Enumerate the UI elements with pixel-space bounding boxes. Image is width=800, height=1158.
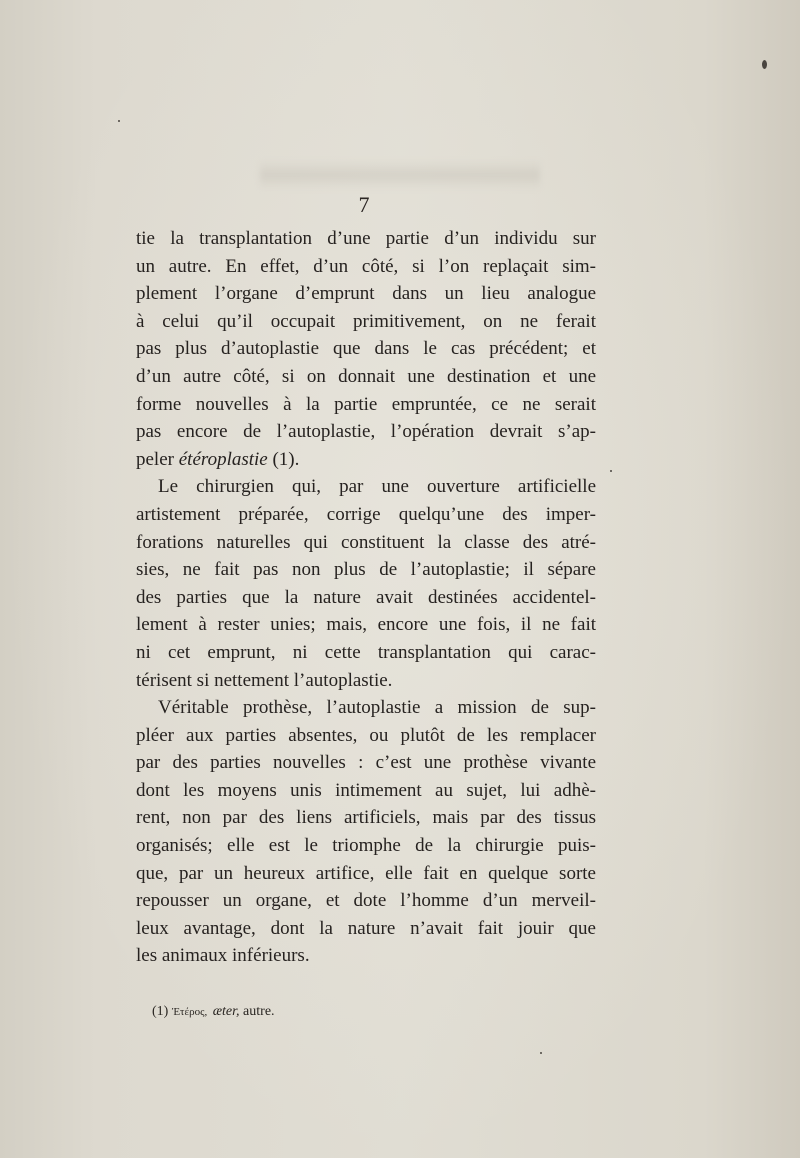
italic-term: étéroplastie bbox=[178, 448, 268, 470]
text-line: pas plus d’autoplastie que dans le cas précédent; et bbox=[136, 338, 596, 360]
bleed-through-shadow bbox=[260, 160, 540, 190]
text-line: pléer aux parties absentes, ou plutôt de les remplacer bbox=[136, 724, 596, 746]
text-line: ni cet emprunt, ni cette transplantation qui carac- bbox=[136, 641, 596, 663]
text-fragment: peler bbox=[136, 448, 179, 470]
text-line: leux avantage, dont la nature n’avait fait jouir que bbox=[136, 917, 596, 939]
paper-speck bbox=[762, 60, 767, 69]
text-line: sies, ne fait pas non plus de l’autoplastie; il sépare bbox=[136, 559, 596, 581]
text-line: organisés; elle est le triomphe de la chirurgie puis- bbox=[136, 835, 596, 857]
footnote bbox=[152, 1004, 275, 1020]
footnote-latin-word: æter, bbox=[212, 1004, 240, 1019]
text-line-with-italic bbox=[136, 446, 596, 474]
paragraph-first-line: Véritable prothèse, l’autoplastie a mission de sup- bbox=[158, 697, 596, 719]
text-line: que, par un heureux artifice, elle fait en quelque sorte bbox=[136, 862, 596, 884]
text-line: dont les moyens unis intimement au sujet, lui adhè- bbox=[136, 779, 596, 801]
text-line: pas encore de l’autoplastie, l’opération devrait s’ap- bbox=[136, 421, 596, 443]
text-line: tie la transplantation d’une partie d’un individu sur bbox=[136, 228, 596, 249]
footnote-gloss: autre. bbox=[243, 1004, 275, 1019]
paragraph-first-line: Le chirurgien qui, par une ouverture artificielle bbox=[158, 476, 596, 498]
text-line: à celui qu’il occupait primitivement, on ne ferait bbox=[136, 310, 596, 332]
text-line: plement l’organe d’emprunt dans un lieu analogue bbox=[136, 283, 596, 305]
paper-speck bbox=[610, 470, 612, 472]
text-line: par des parties nouvelles : c’est une prothèse vivante bbox=[136, 752, 596, 774]
footnote-marker: (1) bbox=[152, 1004, 169, 1019]
text-line: un autre. En effet, d’un côté, si l’on replaçait sim- bbox=[136, 255, 596, 277]
page-number: 7 bbox=[358, 192, 370, 217]
text-line: d’un autre côté, si on donnait une destination et une bbox=[136, 365, 596, 387]
text-line: forations naturelles qui constituent la classe des atré- bbox=[136, 531, 596, 553]
footnote-greek-word: Ἐτέρος, bbox=[171, 1006, 208, 1018]
text-line: artistement préparée, corrige quelqu’une des imper- bbox=[136, 503, 596, 525]
body-text bbox=[136, 225, 596, 970]
text-line: rent, non par des liens artificiels, mais par des tissus bbox=[136, 807, 596, 829]
text-line: térisent si nettement l’autoplastie. bbox=[136, 669, 393, 691]
text-line: les animaux inférieurs. bbox=[136, 945, 310, 967]
text-line: forme nouvelles à la partie empruntée, ce ne serait bbox=[136, 393, 596, 415]
footnote-reference: (1). bbox=[267, 448, 300, 470]
text-line: repousser un organe, et dote l’homme d’un merveil- bbox=[136, 890, 596, 912]
paper-speck bbox=[118, 120, 120, 122]
text-line: des parties que la nature avait destinées accidentel- bbox=[136, 586, 596, 608]
text-line: lement à rester unies; mais, encore une fois, il ne fait bbox=[136, 614, 596, 636]
paper-speck bbox=[540, 1052, 542, 1054]
